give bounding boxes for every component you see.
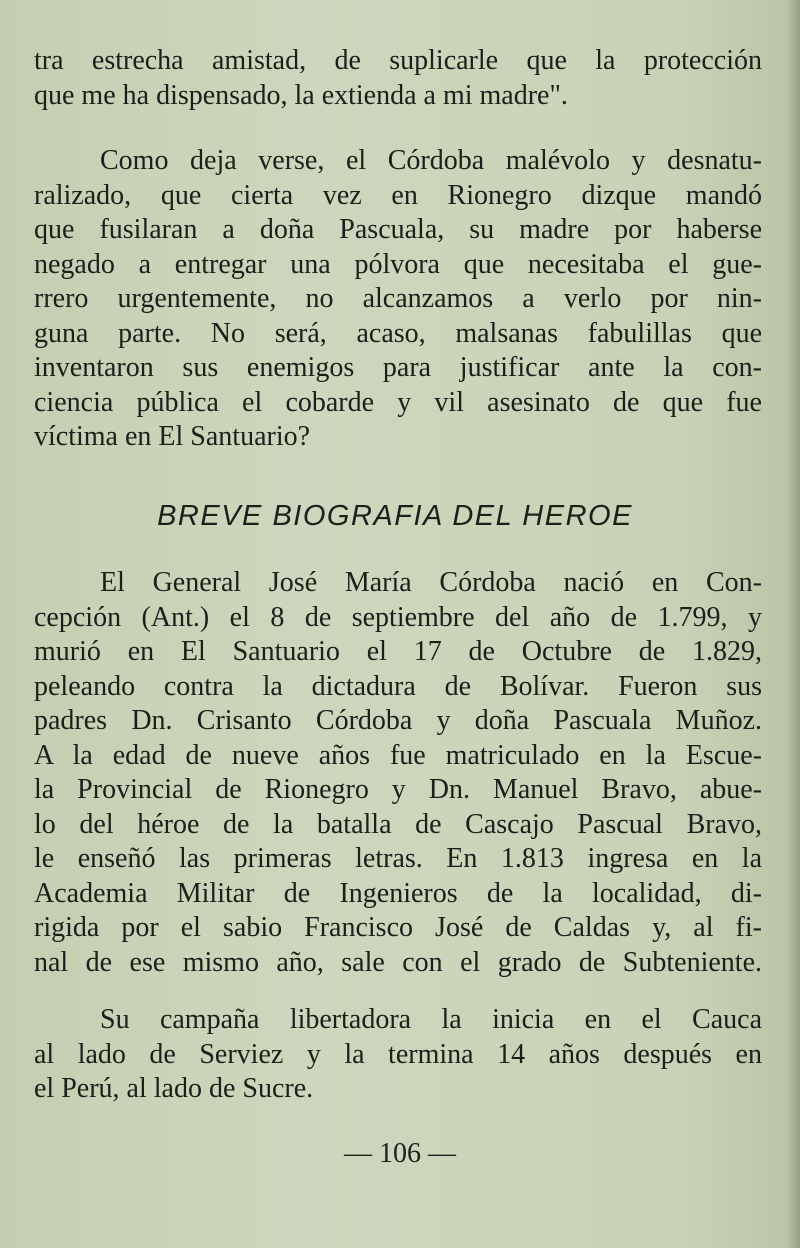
- text-line: la Provincial de Rionegro y Dn. Manuel Bravo, abue-: [34, 774, 762, 805]
- text-line: al lado de Serviez y la termina 14 años después en: [34, 1038, 762, 1070]
- text-line: tra estrecha amistad, de suplicarle que la protección: [34, 45, 762, 76]
- text-line: lo del héroe de la batalla de Cascajo Pascual Bravo,: [34, 808, 762, 840]
- text-line: El General José María Córdoba nació en Con-: [100, 567, 762, 598]
- text-line: nal de ese mismo año, sale con el grado de Subteniente.: [34, 946, 762, 978]
- text-line: ciencia pública el cobarde y vil asesinato de que fue: [34, 386, 762, 418]
- text-line: rigida por el sabio Francisco José de Caldas y, al fi-: [34, 912, 762, 943]
- page-edge-shadow: [786, 0, 800, 1248]
- paragraph-1: [34, 44, 762, 113]
- text-line: rrero urgentemente, no alcanzamos a verlo por nin-: [34, 283, 762, 314]
- text-line: Como deja verse, el Córdoba malévolo y desnatu-: [100, 145, 762, 176]
- paragraph-4: [34, 1003, 762, 1107]
- text-line: víctima en El Santuario?: [34, 421, 311, 452]
- text-line: negado a entregar una pólvora que necesitaba el gue-: [34, 248, 762, 280]
- text-line: le enseñó las primeras letras. En 1.813 ingresa en la: [34, 843, 762, 874]
- text-line: Academia Militar de Ingenieros de la localidad, di-: [34, 877, 762, 909]
- text-line: Su campaña libertadora la inicia en el Cauca: [100, 1004, 762, 1035]
- paragraph-3: [34, 566, 762, 980]
- text-line: peleando contra la dictadura de Bolívar. Fueron sus: [34, 670, 762, 702]
- text-line: el Perú, al lado de Sucre.: [34, 1073, 314, 1104]
- text-line: ralizado, que cierta vez en Rionegro dizque mandó: [34, 179, 762, 211]
- text-line: que me ha dispensado, la extienda a mi madre".: [34, 79, 568, 111]
- text-line: murió en El Santuario el 17 de Octubre de 1.829,: [34, 636, 762, 667]
- text-line: guna parte. No será, acaso, malsanas fabulillas que: [34, 317, 762, 349]
- section-heading: BREVE BIOGRAFIA DEL HEROE: [157, 500, 633, 532]
- text-line: inventaron sus enemigos para justificar ante la con-: [34, 352, 762, 383]
- text-line: cepción (Ant.) el 8 de septiembre del año de 1.799, y: [34, 601, 762, 633]
- page-number: — 106 —: [344, 1138, 456, 1169]
- text-line: A la edad de nueve años fue matriculado en la Escue-: [34, 739, 762, 771]
- text-line: padres Dn. Crisanto Córdoba y doña Pascuala Muñoz.: [34, 705, 762, 736]
- text-line: que fusilaran a doña Pascuala, su madre por haberse: [34, 214, 762, 245]
- paragraph-2: [34, 144, 762, 455]
